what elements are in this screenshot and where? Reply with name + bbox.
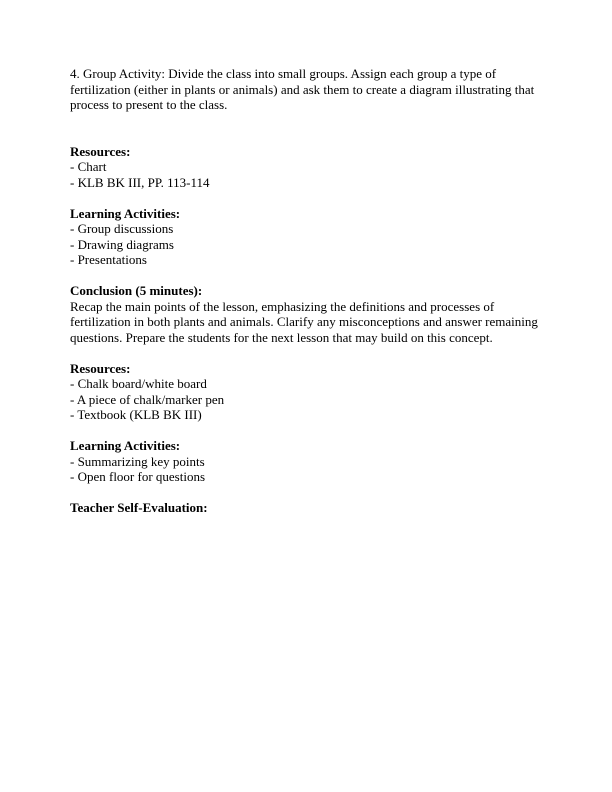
resource-item: - Textbook (KLB BK III) [70,407,202,422]
learning-activity-item: - Open floor for questions [70,469,206,484]
resource-item: - Chalk board/white board [70,376,207,391]
learning-activity-item: - Drawing diagrams [70,236,174,252]
learning-activities-section-1 [70,206,540,268]
resources-section-1 [70,144,540,191]
learning-activities-section-2 [70,438,540,485]
teacher-self-evaluation-heading: Teacher Self-Evaluation: [70,500,208,515]
resource-item: - Chart [70,159,107,174]
learning-activity-item: - Presentations [70,252,147,267]
resource-item: - KLB BK III, PP. 113-114 [70,174,210,190]
learning-activities-heading-1: Learning Activities: [70,205,181,221]
conclusion-body: Recap the main points of the lesson, emphasizing the definitions and processes of fertilization in both plants and animals. Clarify any misconceptions and answer remaining questions. Prepare the students for the next lesson that may build on this concept. [70,298,538,345]
conclusion-heading: Conclusion (5 minutes): [70,283,203,298]
learning-activity-item: - Group discussions [70,221,174,236]
resources-heading-1: Resources: [70,143,131,159]
teacher-self-evaluation-section [70,500,540,516]
resource-item: - A piece of chalk/marker pen [70,391,225,407]
group-activity-paragraph: 4. Group Activity: Divide the class into small groups. Assign each group a type of fertilization (either in plants or animals) and ask them to create a diagram illustrating that process to present to the class. [70,66,535,112]
learning-activities-heading-2: Learning Activities: [70,438,181,453]
conclusion-section [70,283,540,345]
learning-activity-item: - Summarizing key points [70,453,205,469]
resources-heading-2: Resources: [70,360,131,376]
resources-section-2 [70,361,540,423]
